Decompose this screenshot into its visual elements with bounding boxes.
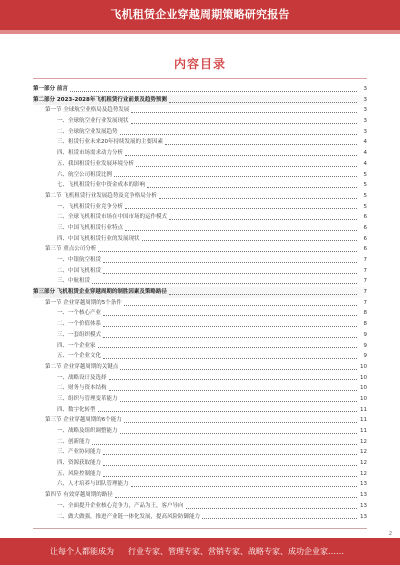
- footer-divider: [33, 528, 367, 529]
- toc-dot-leader: [124, 422, 357, 423]
- toc-entry-title: 一、一个核心产业: [57, 310, 102, 317]
- toc-entry-title: 四、资源获取能力: [57, 460, 102, 467]
- toc-entry-page: 5: [363, 203, 367, 210]
- toc-entry-page: 13: [360, 513, 367, 520]
- toc-entry-page: 10: [360, 385, 367, 392]
- toc-entry-page: 10: [360, 363, 367, 370]
- toc-entry[interactable]: [33, 373, 367, 384]
- toc-entry[interactable]: [33, 319, 367, 330]
- toc-entry-page: 13: [360, 481, 367, 488]
- footer-slogan-left: 让每个人都能成为: [50, 547, 114, 556]
- toc-entry-page: 7: [363, 278, 367, 285]
- toc-entry[interactable]: [33, 479, 367, 490]
- toc-entry-page: 10: [360, 395, 367, 402]
- toc-entry-page: 11: [360, 406, 367, 413]
- toc-entry-title: 四、中国飞机租赁行业的发展现状: [57, 235, 140, 242]
- toc-entry-title: 一、战略及组织调整能力: [57, 428, 118, 434]
- toc-entry-page: 3: [363, 107, 367, 114]
- header-accent-strip: [0, 30, 400, 34]
- toc-dot-leader: [131, 486, 357, 487]
- toc-entry-page: 12: [360, 438, 367, 445]
- toc-entry-title: 五、一个企业文化: [57, 353, 102, 360]
- toc-entry-title: 第一节 全球航空业格局及趋势发展: [45, 107, 130, 114]
- toc-entry-page: 11: [360, 417, 367, 424]
- toc-entry-page: 6: [363, 224, 367, 231]
- toc-entry[interactable]: [33, 159, 367, 170]
- toc-dot-leader: [120, 134, 357, 135]
- toc-entry-title: 五、我国租赁行业发展环境分析: [57, 160, 135, 167]
- toc-dot-leader: [103, 358, 357, 359]
- toc-entry-title: 第二节 企业穿越周期的关键点: [45, 363, 119, 370]
- toc-dot-leader: [131, 112, 357, 113]
- toc-entry[interactable]: [33, 266, 367, 277]
- toc-entry[interactable]: [33, 308, 367, 319]
- toc-entry[interactable]: [33, 191, 367, 202]
- toc-entry[interactable]: [33, 95, 367, 106]
- toc-dot-leader: [103, 476, 357, 477]
- toc-dot-leader: [169, 102, 357, 103]
- toc-entry-title: 一、全面提升企业核心竞争力，产品为王，客户导向: [57, 502, 184, 509]
- toc-entry[interactable]: [33, 212, 367, 223]
- toc-entry-title: 四、租赁市场需求动力分析: [57, 150, 124, 157]
- toc-entry-title: 第二部分 2023-2028年飞机租赁行业前景及趋势预测: [33, 96, 167, 103]
- toc-entry-page: 4: [363, 160, 367, 167]
- toc-dot-leader: [103, 465, 357, 466]
- toc-entry-title: 六、人才培养与团队管理能力: [57, 481, 129, 488]
- toc-dot-leader: [125, 208, 357, 209]
- toc-dot-leader: [103, 273, 357, 274]
- toc-dot-leader: [120, 433, 357, 434]
- toc-entry-title: 七、飞机租赁行业中资金成本的影响: [57, 182, 146, 189]
- toc-entry-title: 三、中航租赁: [57, 278, 91, 285]
- report-header: [0, 0, 400, 30]
- toc-entry-page: 8: [363, 321, 367, 328]
- toc-entry-page: 9: [363, 353, 367, 360]
- toc-title: 内容目录: [173, 57, 226, 71]
- toc-dot-leader: [120, 369, 357, 370]
- toc-entry-page: 5: [363, 182, 367, 189]
- toc-entry[interactable]: [33, 415, 367, 426]
- toc-entry-page: 9: [363, 342, 367, 349]
- toc-entry-title: 二、中国飞机租赁: [57, 267, 102, 274]
- toc-dot-leader: [169, 294, 357, 295]
- toc-entry[interactable]: [33, 276, 367, 287]
- toc-dot-leader: [124, 305, 357, 306]
- toc-dot-leader: [202, 518, 357, 519]
- toc-entry-title: 第三部分 飞机租赁企业穿越周期的制胜因素及策略路径: [33, 289, 167, 296]
- toc-entry-title: 四、数字化转型: [57, 406, 96, 413]
- toc-dot-leader: [120, 401, 357, 402]
- toc-entry[interactable]: [33, 223, 367, 234]
- toc-entry-page: 6: [363, 246, 367, 253]
- toc-dot-leader: [125, 155, 357, 156]
- toc-dot-leader: [103, 315, 357, 316]
- toc-entry-title: 二、创新能力: [57, 438, 91, 445]
- toc-entry-page: 13: [360, 502, 367, 509]
- toc-entry-page: 7: [363, 257, 367, 263]
- toc-entry-page: 10: [360, 374, 367, 381]
- toc-entry[interactable]: [33, 202, 367, 213]
- toc-dot-leader: [131, 123, 357, 124]
- toc-dot-leader: [159, 198, 357, 199]
- toc-entry-title: 六、航空公司租赁比例: [57, 171, 113, 178]
- toc-entry[interactable]: [33, 255, 367, 266]
- toc-dot-leader: [92, 444, 357, 445]
- toc-entry-title: 第一节 企业穿越周期的5个条件: [45, 299, 122, 306]
- toc-dot-leader: [125, 230, 357, 231]
- toc-entry[interactable]: [33, 84, 367, 95]
- toc-entry-page: 7: [363, 289, 367, 296]
- toc-entry-title: 第四节 有效穿越周期的路径: [45, 492, 113, 499]
- toc-entry-title: 第三节 企业穿越周期的6个能力: [45, 417, 122, 424]
- toc-entry-title: 二、财务与资本结构: [57, 385, 107, 392]
- toc-entry[interactable]: [33, 137, 367, 148]
- toc-entry-page: 3: [363, 86, 367, 92]
- toc-entry-page: 5: [363, 192, 367, 199]
- toc-entry[interactable]: [33, 351, 367, 362]
- toc-entry-page: 5: [363, 171, 367, 178]
- toc-entry-title: 一、全球航空业行业发展现状: [57, 118, 129, 125]
- toc-entry[interactable]: [33, 148, 367, 159]
- toc-dot-leader: [114, 176, 357, 177]
- toc-entry[interactable]: [33, 298, 367, 309]
- toc-entry-title: 三、产业协同能力: [57, 449, 102, 456]
- toc-entry-title: 第三节 重点公司分析: [45, 246, 97, 253]
- toc-dot-leader: [109, 379, 357, 380]
- toc-entry-page: 6: [363, 235, 367, 242]
- toc-entry-page: 6: [363, 214, 367, 221]
- toc-dot-leader: [103, 454, 357, 455]
- toc-entry-title: 二、一个价值体系: [57, 321, 102, 328]
- toc-entry-page: 7: [363, 267, 367, 274]
- footer-banner: [0, 538, 400, 565]
- toc-entry-page: 12: [360, 470, 367, 477]
- toc-entry[interactable]: [33, 437, 367, 448]
- toc-entry-page: 7: [363, 299, 367, 306]
- toc-entry-title: 三、租赁行业未来20年持续发展的主要因素: [57, 139, 163, 146]
- toc-entry[interactable]: [33, 426, 367, 437]
- toc-entry-page: 13: [360, 492, 367, 499]
- toc-dot-leader: [70, 91, 357, 92]
- toc-dot-leader: [92, 283, 357, 284]
- toc-entry-page: 11: [360, 428, 367, 434]
- footer-slogan-right: 行业专家、管理专家、营销专家、战略专家、成功企业家……: [128, 547, 344, 556]
- toc-entry[interactable]: [33, 105, 367, 116]
- toc-entry-title: 三、一套组织模式: [57, 331, 102, 338]
- toc-entry-title: 一、中银航空租赁: [57, 257, 102, 263]
- toc-entry-title: 一、战略设计及选择: [57, 374, 107, 381]
- toc-dot-leader: [165, 144, 357, 145]
- toc-entry-title: 第一部分 前言: [33, 86, 68, 92]
- toc-entry-page: 12: [360, 460, 367, 467]
- toc-entry[interactable]: [33, 330, 367, 341]
- toc-entry-page: 4: [363, 150, 367, 157]
- toc-entry-title: 第二节 飞机租赁行业发展趋势及竞争格局分析: [45, 192, 157, 199]
- toc-entry[interactable]: [33, 394, 367, 405]
- toc-dot-leader: [103, 337, 357, 338]
- toc-entry-page: 12: [360, 449, 367, 456]
- toc-dot-leader: [109, 390, 357, 391]
- report-title: 飞机租赁企业穿越周期策略研究报告: [110, 8, 290, 21]
- table-of-contents: [33, 84, 367, 522]
- toc-entry[interactable]: [33, 362, 367, 373]
- toc-dot-leader: [136, 166, 357, 167]
- toc-dot-leader: [142, 240, 357, 241]
- toc-dot-leader: [98, 347, 357, 348]
- toc-entry[interactable]: [33, 490, 367, 501]
- toc-entry-page: 3: [363, 96, 367, 103]
- toc-entry-page: 3: [363, 128, 367, 135]
- toc-divider: [33, 78, 367, 79]
- toc-entry[interactable]: [33, 383, 367, 394]
- toc-entry[interactable]: [33, 512, 367, 523]
- toc-entry-page: 3: [363, 118, 367, 125]
- toc-entry-title: 二、做大做强，推进产业链一体化发展，提高风险防御能力: [57, 513, 201, 520]
- toc-entry-page: 8: [363, 310, 367, 317]
- toc-dot-leader: [98, 251, 357, 252]
- toc-dot-leader: [115, 497, 357, 498]
- toc-entry[interactable]: [33, 244, 367, 255]
- page-number: 2: [388, 531, 392, 537]
- toc-entry[interactable]: [33, 287, 367, 298]
- toc-entry-page: 4: [363, 139, 367, 146]
- toc-entry-title: 一、飞机租赁行业竞争分析: [57, 203, 124, 210]
- toc-entry[interactable]: [33, 405, 367, 416]
- toc-entry[interactable]: [33, 234, 367, 245]
- toc-entry-page: 9: [363, 331, 367, 338]
- toc-entry[interactable]: [33, 469, 367, 480]
- toc-dot-leader: [103, 262, 357, 263]
- toc-entry[interactable]: [33, 127, 367, 138]
- toc-entry-title: 二、全球航空业发展趋势: [57, 128, 118, 135]
- toc-entry[interactable]: [33, 501, 367, 512]
- toc-dot-leader: [147, 187, 357, 188]
- toc-entry-title: 三、中国飞机租赁行业特点: [57, 224, 124, 231]
- toc-entry[interactable]: [33, 180, 367, 191]
- toc-dot-leader: [98, 411, 357, 412]
- toc-entry[interactable]: [33, 341, 367, 352]
- toc-entry[interactable]: [33, 116, 367, 127]
- toc-entry-title: 五、风险控制能力: [57, 470, 102, 477]
- toc-entry-title: 二、全球飞机租赁市场在中国市场的运作模式: [57, 214, 168, 221]
- toc-entry[interactable]: [33, 447, 367, 458]
- toc-entry[interactable]: [33, 170, 367, 181]
- toc-dot-leader: [186, 508, 357, 509]
- toc-entry-title: 四、一个企业家: [57, 342, 96, 349]
- toc-dot-leader: [103, 326, 357, 327]
- toc-entry-title: 三、组织与管理变革能力: [57, 395, 118, 402]
- toc-entry[interactable]: [33, 458, 367, 469]
- toc-dot-leader: [169, 219, 357, 220]
